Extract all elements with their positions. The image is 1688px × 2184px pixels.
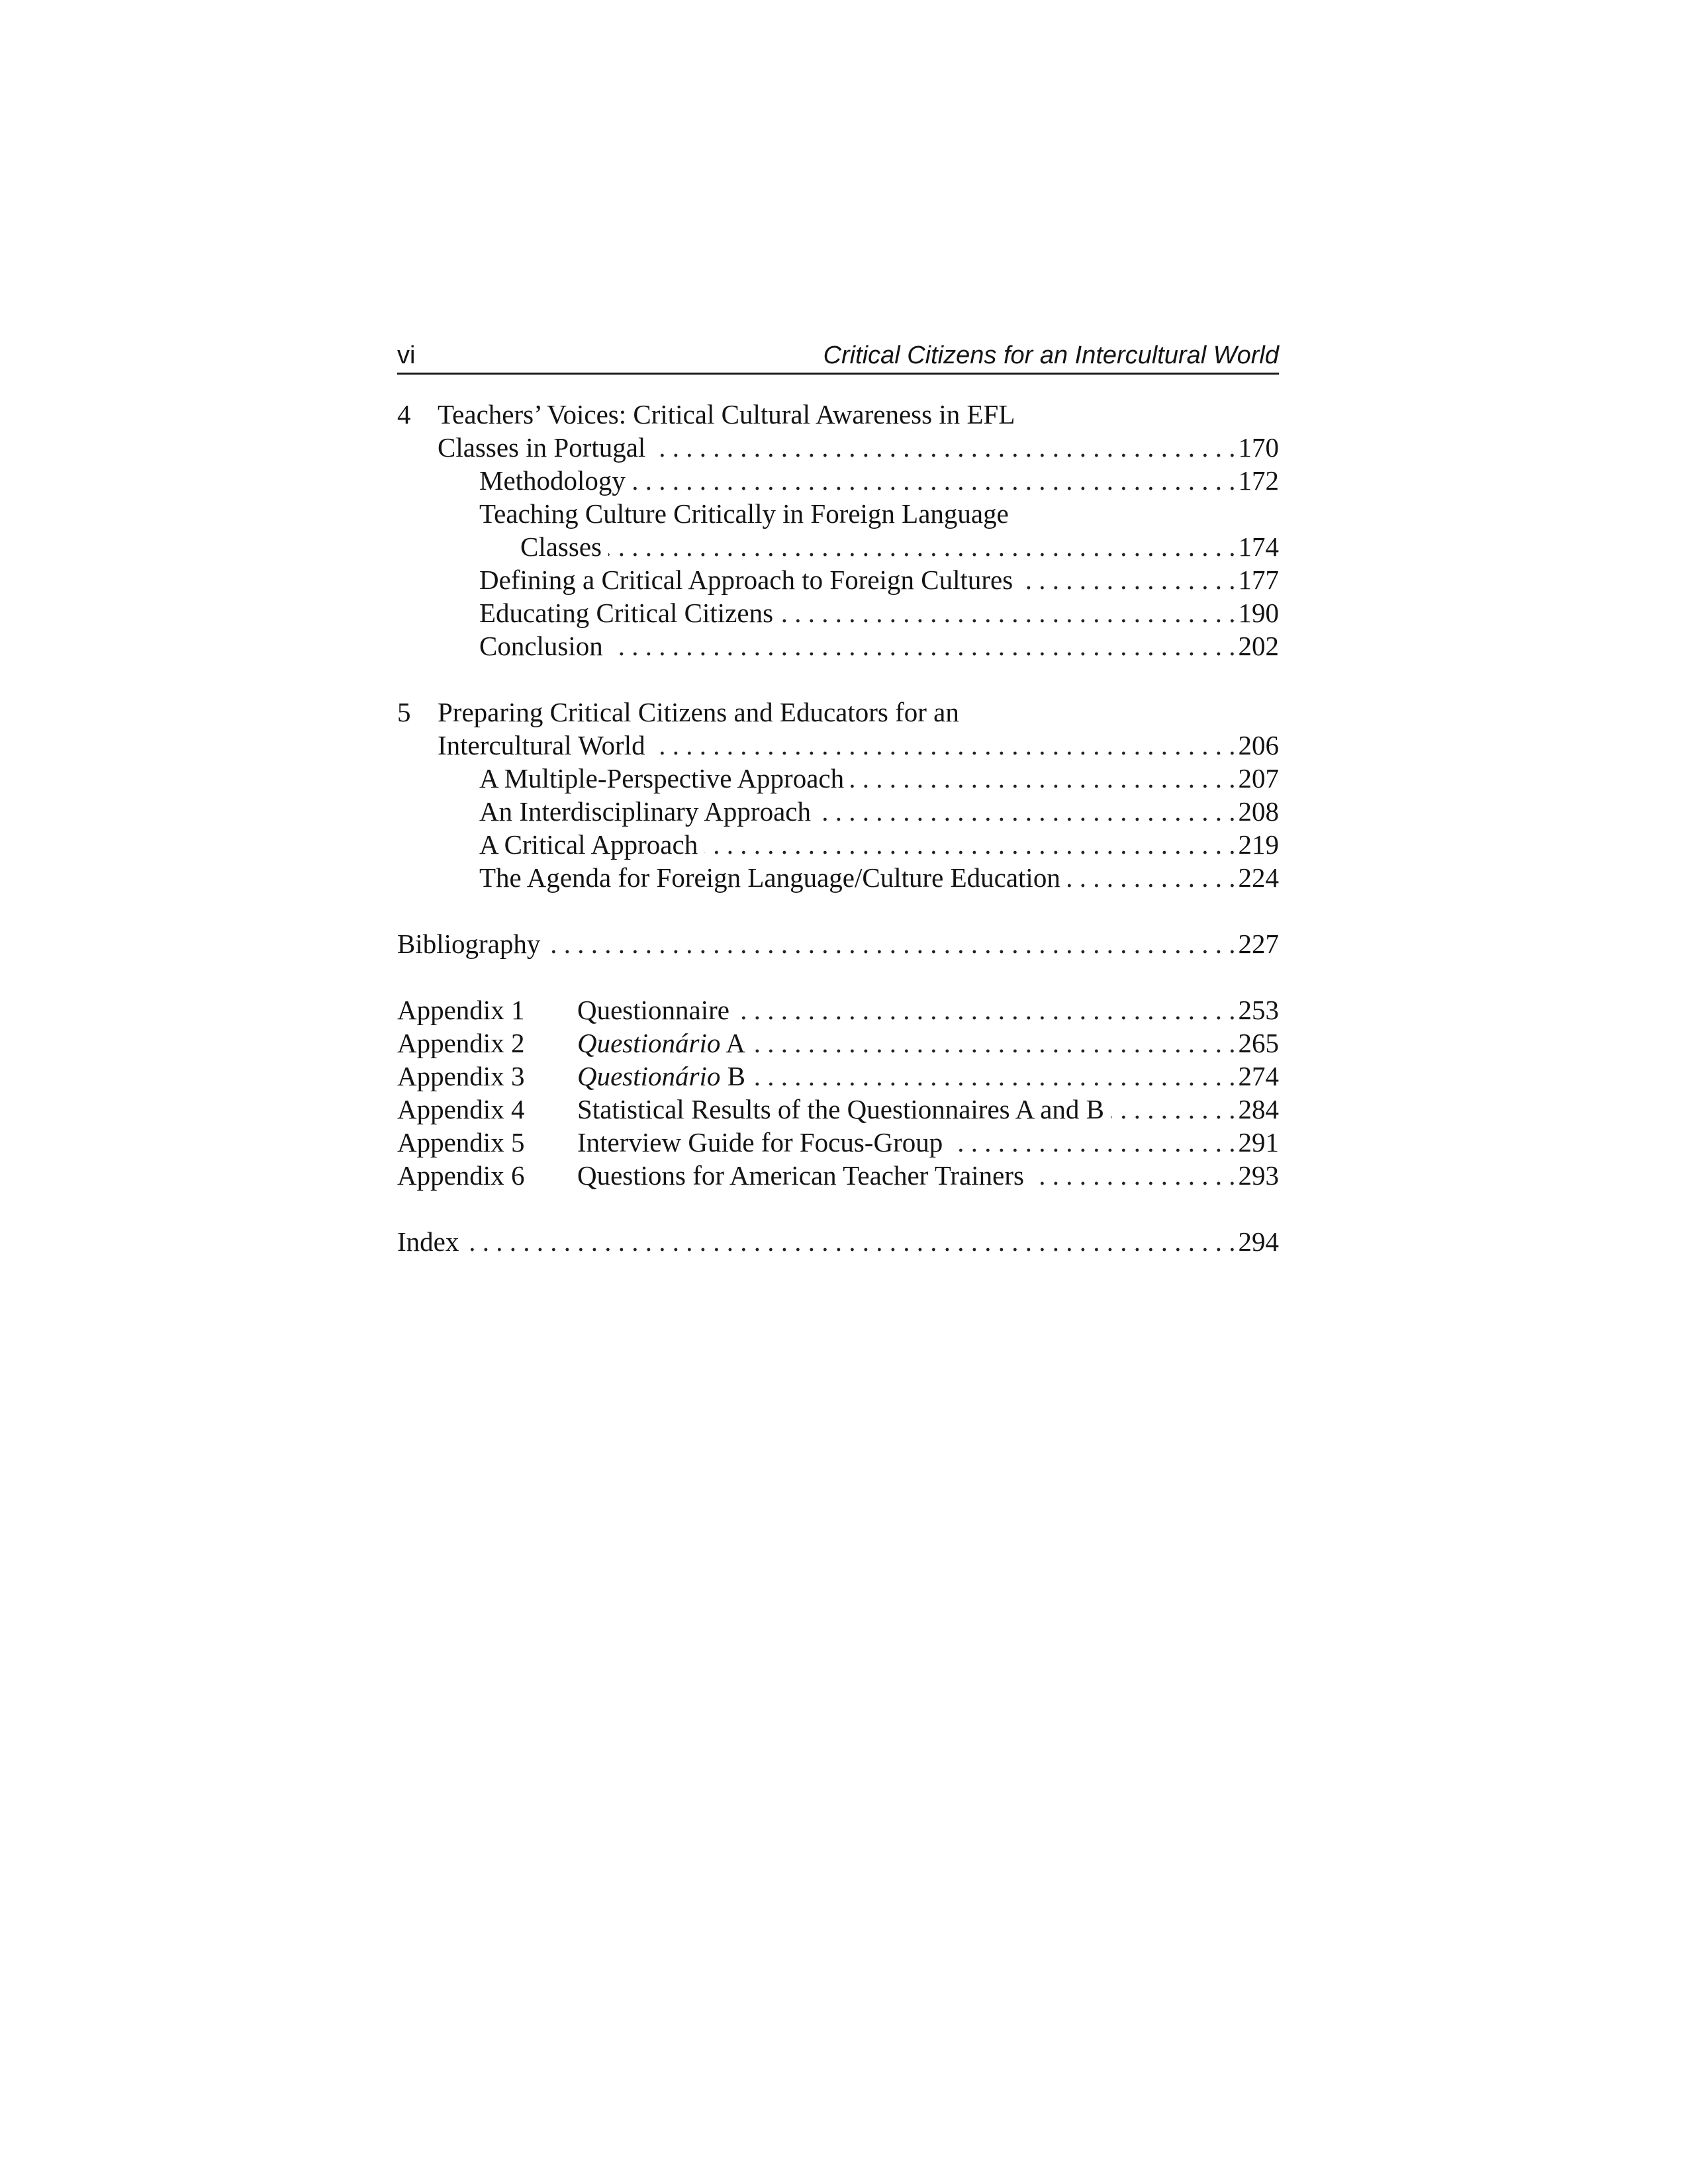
entry-title: Index [397,1226,459,1257]
section-title-continued: Classes [520,531,602,562]
chapter-title-continued: Classes in Portugal [438,432,646,463]
appendix-label: Appendix 6 [397,1160,525,1191]
chapter-title-continued: Intercultural World [438,730,645,760]
page-number: 177 [1238,565,1279,595]
page-number: 227 [1238,929,1279,959]
appendix-title-italic: Questionário [577,1061,721,1091]
dot-leader [608,530,1236,563]
page-number: 174 [1238,531,1279,562]
chapter-title: Teachers’ Voices: Critical Cultural Awareness in EFL [438,399,1015,430]
toc-entry [397,762,1279,795]
toc-entry-appendix [397,1159,1279,1192]
table-of-contents [397,398,1279,1258]
page-number: 219 [1238,829,1279,860]
section-title: A Multiple-Perspective Approach [479,763,845,794]
running-title: Critical Citizens for an Intercultural World [823,341,1279,369]
toc-entry-bibliography [397,927,1279,960]
toc-entry [397,431,1279,464]
toc-entry [397,629,1279,662]
appendix-label: Appendix 4 [397,1094,525,1124]
toc-entry [397,828,1279,861]
appendix-title: Questions for American Teacher Trainers [577,1160,1024,1191]
toc-entry-appendix [397,1126,1279,1159]
toc-entry [397,729,1279,762]
section-title: Educating Critical Citizens [479,598,774,628]
toc-entry [397,861,1279,894]
toc-entry-index [397,1225,1279,1258]
toc-entry [397,563,1279,596]
toc-entry [397,795,1279,828]
dot-leader [610,629,1236,662]
section-title: Conclusion [479,631,603,661]
dot-leader [752,1026,1235,1060]
dot-leader [1111,1093,1236,1126]
dot-leader [632,464,1236,497]
dot-leader [547,927,1235,960]
toc-entry-appendix [397,1060,1279,1093]
page-header [397,338,1279,375]
page-number: 224 [1238,862,1279,893]
dot-leader [704,828,1235,861]
chapter-title: Preparing Critical Citizens and Educators for an [438,697,959,727]
section-title: Defining a Critical Approach to Foreign Cultures [479,565,1013,595]
appendix-label: Appendix 2 [397,1028,525,1058]
appendix-title [577,1060,745,1093]
dot-leader [652,729,1236,762]
dot-leader [780,596,1235,629]
toc-entry [397,464,1279,497]
chapter-number: 4 [397,399,411,430]
page-number: 253 [1238,995,1279,1025]
section-title: An Interdisciplinary Approach [479,796,811,827]
dot-leader [465,1225,1235,1258]
appendix-title [577,1026,745,1060]
toc-entry-appendix [397,1093,1279,1126]
page-number: 284 [1238,1094,1279,1124]
page-number: 207 [1238,763,1279,794]
toc-entry-appendix [397,1026,1279,1060]
dot-leader [652,431,1235,464]
appendix-label: Appendix 1 [397,995,525,1025]
appendix-label: Appendix 5 [397,1127,525,1158]
dot-leader [1067,861,1236,894]
page-folio: vi [397,341,416,369]
appendix-title-italic: Questionário [577,1028,721,1058]
page-number: 172 [1238,465,1279,496]
dot-leader [1031,1159,1236,1192]
section-title: The Agenda for Foreign Language/Culture Education [479,862,1060,893]
toc-chapter-5-heading [397,696,1279,729]
toc-chapter-4-heading [397,398,1279,431]
section-title: Methodology [479,465,626,496]
page-number: 294 [1238,1226,1279,1257]
section-title: A Critical Approach [479,829,698,860]
page-number: 202 [1238,631,1279,661]
dot-leader [1019,563,1235,596]
dot-leader [851,762,1235,795]
dot-leader [752,1060,1235,1093]
page-number: 293 [1238,1160,1279,1191]
entry-title: Bibliography [397,929,541,959]
page-number: 265 [1238,1028,1279,1058]
page-number: 170 [1238,432,1279,463]
appendix-title: Statistical Results of the Questionnaires A and B [577,1094,1104,1124]
toc-entry [397,497,1279,530]
chapter-number: 5 [397,697,411,727]
page-number: 291 [1238,1127,1279,1158]
dot-leader [818,795,1236,828]
page-number: 274 [1238,1061,1279,1091]
toc-entry-appendix [397,993,1279,1026]
dot-leader [736,993,1236,1026]
appendix-title-suffix: B [720,1061,746,1091]
dot-leader [949,1126,1235,1159]
appendix-title: Questionnaire [577,995,729,1025]
toc-entry [397,596,1279,629]
page-number: 190 [1238,598,1279,628]
appendix-title: Interview Guide for Focus-Group [577,1127,943,1158]
section-title: Teaching Culture Critically in Foreign Language [479,498,1009,529]
toc-entry [397,530,1279,563]
appendix-title-suffix: A [720,1028,746,1058]
appendix-label: Appendix 3 [397,1061,525,1091]
page-number: 206 [1238,730,1279,760]
page-number: 208 [1238,796,1279,827]
